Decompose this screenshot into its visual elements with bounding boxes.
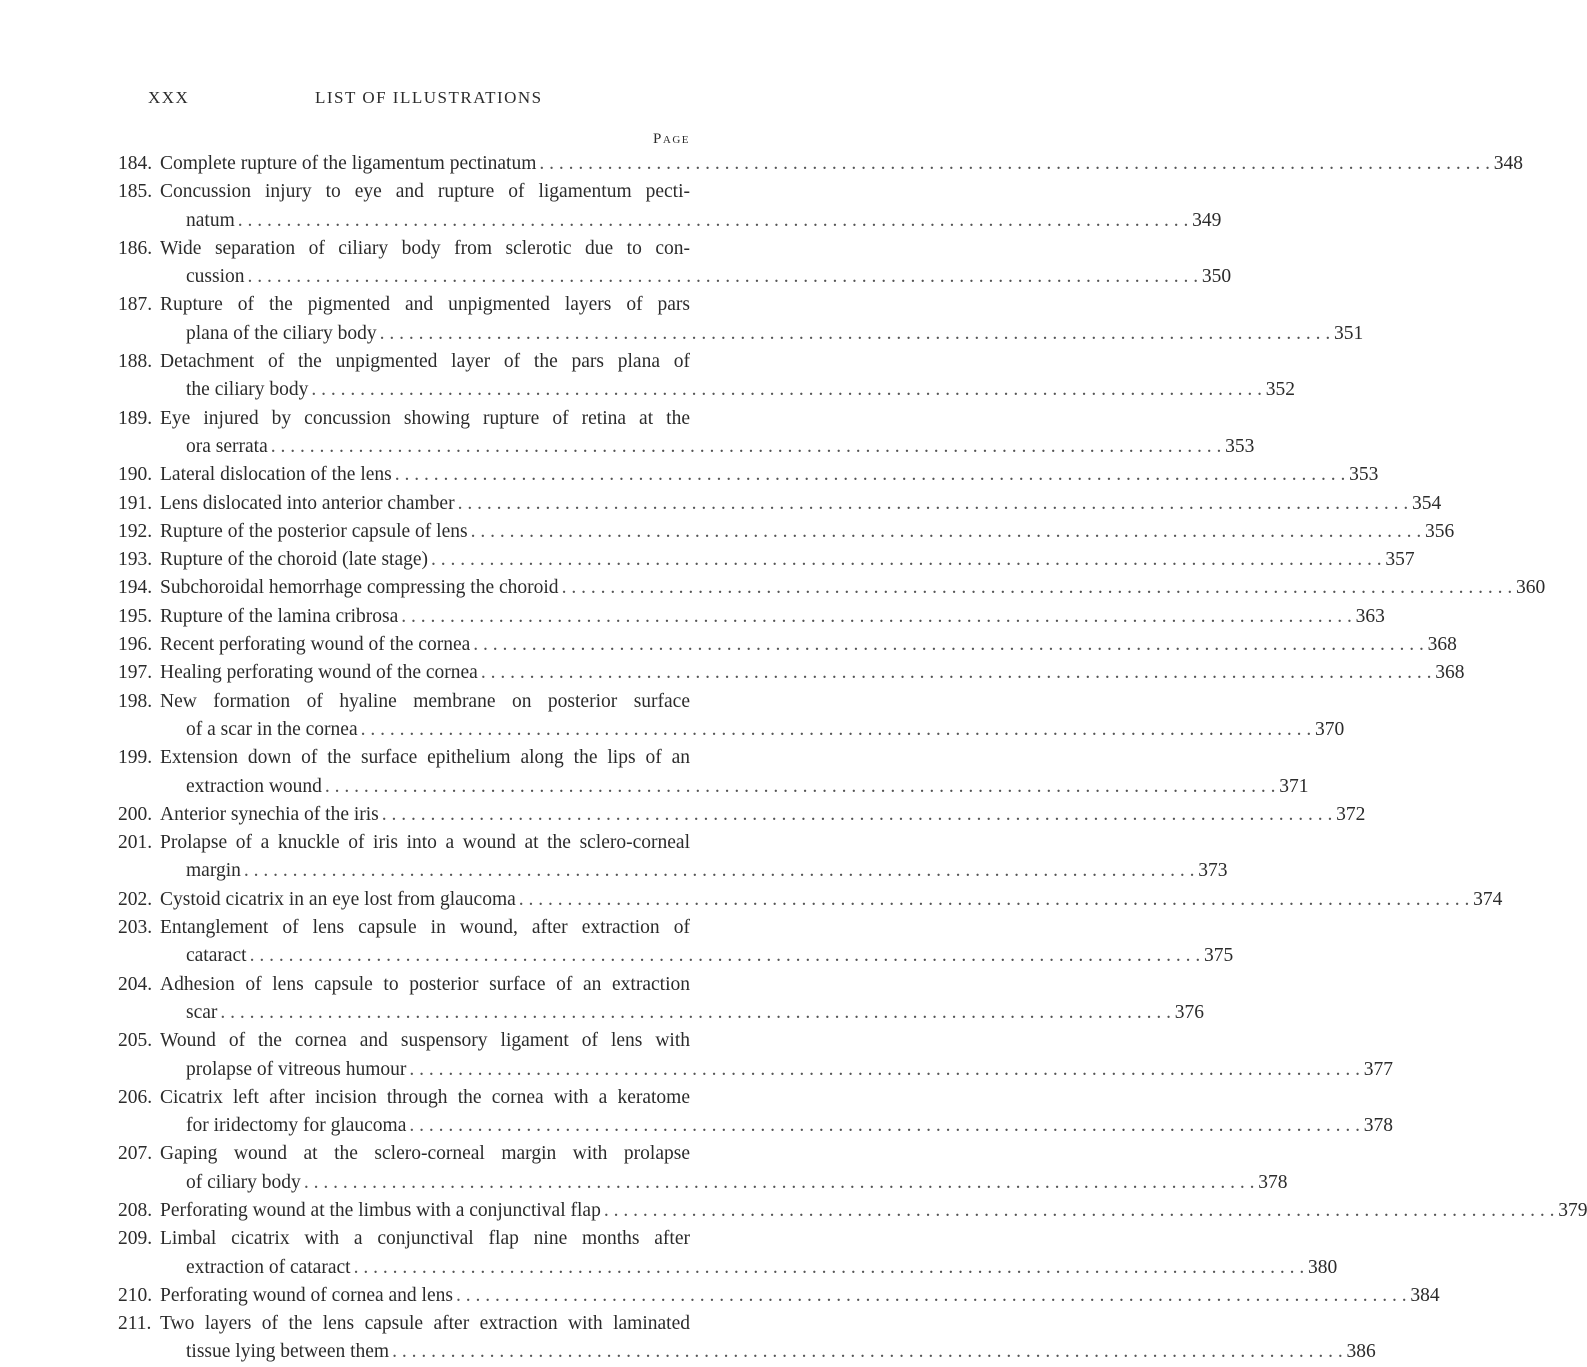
dot-leader (304, 1169, 1255, 1197)
entry-line (118, 999, 1205, 1027)
page-number: 370 (1315, 718, 1345, 740)
roman-page-number: XXX (148, 88, 190, 107)
dot-leader (473, 631, 1424, 659)
page-number: 376 (1174, 1001, 1205, 1023)
entry-line (118, 1225, 690, 1253)
dot-leader (401, 603, 1352, 631)
entry-caption: Two layers of the lens capsule after extraction with laminated (160, 1313, 690, 1335)
entry-caption: natum (186, 209, 235, 231)
dot-leader (250, 942, 1201, 970)
entry-line (118, 405, 690, 433)
page-number: 375 (1203, 945, 1234, 967)
entry-line (118, 178, 690, 206)
dot-leader (220, 999, 1171, 1027)
entry-caption: Healing perforating wound of the cornea (160, 662, 478, 684)
entry-caption: New formation of hyaline membrane on posterior surface (160, 690, 690, 712)
dot-leader (325, 773, 1276, 801)
entry-caption: ora serrata (186, 435, 268, 457)
page-number: 350 (1201, 266, 1232, 288)
entry-caption: Rupture of the pigmented and unpigmented layers of pars (160, 294, 690, 316)
entry-line (118, 773, 1309, 801)
entry-line (118, 1338, 1376, 1366)
entry-line (118, 971, 690, 999)
figure-number: 191. (118, 492, 153, 514)
entry-caption: plana of the ciliary body (186, 322, 377, 344)
page-number: 357 (1385, 549, 1415, 571)
figure-number: 199. (118, 747, 153, 769)
page-number: 368 (1427, 634, 1457, 656)
page-number: 363 (1355, 605, 1385, 627)
entry-line (118, 914, 690, 942)
figure-number: 202. (118, 888, 153, 910)
entry-caption: the ciliary body (186, 379, 309, 401)
dot-leader (354, 1254, 1305, 1282)
list-entry (118, 490, 1442, 518)
list-entry (118, 461, 1379, 489)
entry-line (118, 235, 690, 263)
list-entry (118, 235, 1232, 292)
running-title: LIST OF ILLUSTRATIONS (315, 88, 543, 107)
list-entry (118, 688, 1345, 745)
dot-leader (519, 886, 1470, 914)
page-number: 352 (1265, 379, 1296, 401)
dot-leader (311, 376, 1262, 404)
entry-line (118, 1197, 1587, 1225)
figure-number: 194. (118, 577, 153, 599)
entry-line (118, 857, 1228, 885)
list-entry (118, 546, 1415, 574)
entry-caption: extraction of cataract (186, 1256, 351, 1278)
page-number: 371 (1279, 775, 1309, 797)
entry-line (118, 942, 1234, 970)
list-entry (118, 914, 1234, 971)
list-entry (118, 518, 1455, 546)
page-number: 349 (1192, 209, 1222, 231)
figure-number: 186. (118, 237, 153, 259)
figure-number: 195. (118, 605, 153, 627)
entry-caption: Rupture of the posterior capsule of lens (160, 520, 468, 542)
figure-number: 188. (118, 351, 153, 373)
list-entry (118, 631, 1457, 659)
illustration-list (118, 150, 1587, 1367)
entry-line (118, 1169, 1288, 1197)
figure-number: 187. (118, 294, 153, 316)
entry-line (118, 461, 1379, 489)
page-number: 378 (1363, 1115, 1393, 1137)
page-number: 379 (1558, 1199, 1587, 1221)
page-number: 348 (1493, 153, 1523, 174)
entry-caption: Entanglement of lens capsule in wound, after extraction of (160, 917, 690, 939)
dot-leader (392, 1338, 1343, 1366)
figure-number: 192. (118, 520, 153, 542)
figure-number: 203. (118, 917, 153, 939)
entry-caption: Anterior synechia of the iris (160, 803, 379, 825)
entry-caption: of ciliary body (186, 1171, 301, 1193)
entry-line (118, 1084, 690, 1112)
entry-line (118, 716, 1345, 744)
entry-line (118, 688, 690, 716)
list-entry (118, 603, 1385, 631)
list-entry (118, 1225, 1338, 1282)
entry-line (118, 291, 690, 319)
page-number: 351 (1333, 322, 1364, 344)
page-number: 360 (1515, 577, 1546, 599)
dot-leader (409, 1056, 1360, 1084)
dot-leader (382, 801, 1333, 829)
entry-line (118, 744, 690, 772)
list-entry (118, 1197, 1587, 1225)
dot-leader (456, 1282, 1407, 1310)
entry-caption: prolapse of vitreous humour (186, 1058, 407, 1080)
dot-leader (458, 490, 1409, 518)
entry-line (118, 1112, 1393, 1140)
entry-caption: of a scar in the cornea (186, 718, 358, 740)
entry-caption: Lateral dislocation of the lens (160, 464, 392, 486)
dot-leader (562, 574, 1513, 602)
page-number: 377 (1363, 1058, 1394, 1080)
entry-caption: Perforating wound of cornea and lens (160, 1284, 453, 1306)
figure-number: 184. (118, 153, 153, 174)
figure-number: 207. (118, 1143, 153, 1165)
entry-caption: Gaping wound at the sclero-corneal margin with prolapse (160, 1143, 690, 1165)
entry-caption: Recent perforating wound of the cornea (160, 634, 471, 656)
entry-caption: Concussion injury to eye and rupture of ligamentum pecti- (160, 181, 690, 203)
figure-number: 208. (118, 1199, 153, 1221)
page-number: 380 (1307, 1256, 1338, 1278)
page-number: 353 (1349, 464, 1379, 486)
entry-caption: Perforating wound at the limbus with a conjunctival flap (160, 1199, 601, 1221)
figure-number: 211. (118, 1313, 152, 1335)
entry-line (118, 829, 690, 857)
dot-leader (539, 150, 1490, 178)
list-entry (118, 659, 1465, 687)
entry-caption: Wide separation of ciliary body from sclerotic due to con- (160, 237, 690, 259)
dot-leader (395, 461, 1346, 489)
entry-line (118, 518, 1455, 546)
list-entry (118, 801, 1366, 829)
entry-caption: Cystoid cicatrix in an eye lost from glaucoma (160, 888, 516, 910)
entry-caption: Rupture of the lamina cribrosa (160, 605, 399, 627)
figure-number: 200. (118, 803, 153, 825)
dot-leader (409, 1112, 1360, 1140)
entry-line (118, 1254, 1338, 1282)
entry-caption: Eye injured by concussion showing rupture of retina at the (160, 407, 690, 429)
entry-line (118, 207, 1222, 235)
running-header (0, 88, 800, 118)
page-column-label: Page (653, 131, 690, 147)
entry-line (118, 1027, 690, 1055)
entry-caption: cussion (186, 266, 245, 288)
figure-number: 197. (118, 662, 153, 684)
figure-number: 185. (118, 181, 153, 203)
entry-line (118, 886, 1503, 914)
dot-leader (244, 857, 1195, 885)
dot-leader (380, 320, 1331, 348)
entry-line (118, 320, 1364, 348)
entry-caption: Extension down of the surface epithelium along the lips of an (160, 747, 690, 769)
entry-line (118, 659, 1465, 687)
list-entry (118, 1140, 1288, 1197)
entry-caption: Wound of the cornea and suspensory ligament of lens with (160, 1030, 690, 1052)
figure-number: 201. (118, 832, 153, 854)
entry-caption: Limbal cicatrix with a conjunctival flap nine months after (160, 1228, 690, 1250)
page-number: 368 (1435, 662, 1465, 684)
entry-caption: Cicatrix left after incision through the cornea with a keratome (160, 1086, 690, 1108)
entry-caption: cataract (186, 945, 247, 967)
entry-line (118, 603, 1385, 631)
page-number: 374 (1473, 888, 1503, 910)
figure-number: 196. (118, 634, 153, 656)
page-number: 373 (1198, 860, 1228, 882)
list-entry (118, 178, 1222, 235)
page-number: 354 (1411, 492, 1442, 514)
list-entry (118, 348, 1296, 405)
dot-leader (431, 546, 1382, 574)
entry-line (118, 263, 1232, 291)
list-entry (118, 1027, 1394, 1084)
entry-line (118, 1056, 1394, 1084)
entry-line (118, 433, 1255, 461)
entry-line (118, 546, 1415, 574)
page-number: 356 (1424, 520, 1455, 542)
figure-number: 206. (118, 1086, 153, 1108)
entry-caption: Complete rupture of the ligamentum pectinatum (160, 153, 537, 174)
list-entry (118, 1282, 1440, 1310)
list-entry (118, 886, 1503, 914)
list-entry (118, 150, 1523, 178)
figure-number: 198. (118, 690, 153, 712)
entry-line (118, 376, 1296, 404)
list-entry (118, 405, 1255, 462)
entry-caption: Rupture of the choroid (late stage) (160, 549, 429, 571)
entry-caption: tissue lying between them (186, 1341, 390, 1363)
entry-caption: Subchoroidal hemorrhage compressing the choroid (160, 577, 559, 599)
list-entry (118, 1310, 1376, 1367)
entry-line (118, 150, 1523, 178)
entry-line (118, 631, 1457, 659)
entry-line (118, 801, 1366, 829)
dot-leader (471, 518, 1422, 546)
entry-caption: Adhesion of lens capsule to posterior surface of an extraction (160, 973, 690, 995)
entry-caption: scar (186, 1001, 218, 1023)
page-number: 386 (1346, 1341, 1376, 1363)
entry-caption: extraction wound (186, 775, 322, 797)
page-number: 353 (1225, 435, 1255, 457)
figure-number: 204. (118, 973, 153, 995)
entry-caption: Lens dislocated into anterior chamber (160, 492, 455, 514)
entry-caption: Detachment of the unpigmented layer of the pars plana of (160, 351, 690, 373)
entry-line (118, 348, 690, 376)
entry-line (118, 1310, 690, 1338)
list-entry (118, 971, 1205, 1028)
page-number: 372 (1336, 803, 1366, 825)
entry-line (118, 1282, 1440, 1310)
page-number: 384 (1410, 1284, 1440, 1306)
figure-number: 189. (118, 407, 153, 429)
dot-leader (248, 263, 1199, 291)
list-entry (118, 829, 1228, 886)
figure-number: 190. (118, 464, 153, 486)
entry-caption: for iridectomy for glaucoma (186, 1115, 407, 1137)
dot-leader (604, 1197, 1555, 1225)
list-entry (118, 574, 1546, 602)
dot-leader (361, 716, 1312, 744)
dot-leader (481, 659, 1432, 687)
figure-number: 210. (118, 1284, 153, 1306)
entry-caption: margin (186, 860, 241, 882)
entry-line (118, 490, 1442, 518)
list-entry (118, 1084, 1393, 1141)
dot-leader (238, 207, 1189, 235)
page-number: 378 (1258, 1171, 1288, 1193)
list-entry (118, 291, 1364, 348)
figure-number: 209. (118, 1228, 153, 1250)
entry-line (118, 574, 1546, 602)
dot-leader (271, 433, 1222, 461)
list-entry (118, 744, 1309, 801)
entry-line (118, 1140, 690, 1168)
figure-number: 193. (118, 549, 153, 571)
entry-caption: Prolapse of a knuckle of iris into a wound at the sclero-corneal (160, 832, 690, 854)
figure-number: 205. (118, 1030, 153, 1052)
